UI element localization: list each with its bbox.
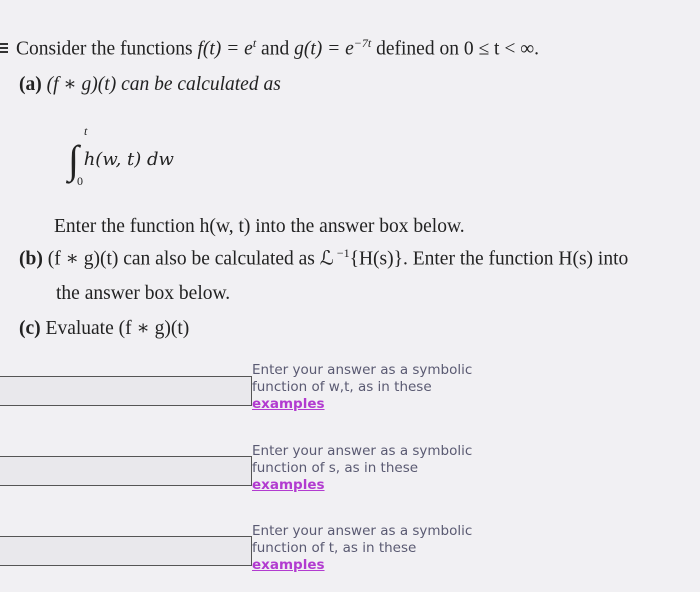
g-exponent: −7t	[353, 36, 372, 50]
part-a-text: (f ∗ g)(t) can be calculated as	[41, 74, 281, 95]
part-c-heading	[19, 316, 189, 340]
hint-line-2: function of w,t, as in these	[252, 379, 432, 395]
part-a-instruction: Enter the function h(w, t) into the answer box below.	[54, 216, 465, 237]
g-definition: g(t) = e	[294, 38, 354, 60]
integral-expression	[68, 124, 174, 188]
problem-statement	[16, 36, 539, 61]
hint-line-1: Enter your answer as a symbolic	[252, 443, 473, 459]
integral-sign: ∫	[68, 137, 79, 182]
bullet-icon	[0, 43, 8, 55]
answer-hint-b	[252, 443, 472, 494]
part-a-heading	[19, 72, 281, 96]
part-b-heading	[19, 246, 628, 271]
part-b-label: (b)	[19, 248, 43, 270]
integrand: h(w, t) dw	[83, 149, 174, 170]
f-exponent: t	[252, 36, 257, 50]
part-b-text: (f ∗ g)(t) can also be calculated as ℒ	[42, 248, 334, 270]
integral-upper-limit: t	[84, 124, 88, 138]
part-b-text2: {H(s)}. Enter the function H(s) into	[349, 248, 629, 270]
answer-input-c[interactable]	[0, 536, 252, 566]
statement-and: and	[256, 38, 295, 60]
integral-lower-limit: 0	[77, 174, 83, 188]
part-b-line2: the answer box below.	[56, 283, 231, 304]
answer-input-a[interactable]	[0, 376, 252, 406]
hint-line-1: Enter your answer as a symbolic	[252, 523, 473, 539]
examples-link[interactable]: examples	[252, 557, 325, 573]
examples-link[interactable]: examples	[252, 396, 325, 412]
f-definition: f(t) = e	[197, 38, 253, 60]
hint-line-2: function of s, as in these	[252, 460, 419, 476]
part-c-label: (c)	[19, 318, 41, 339]
hint-line-1: Enter your answer as a symbolic	[252, 362, 473, 378]
statement-domain: defined on 0 ≤ t < ∞.	[371, 38, 539, 60]
part-b-inverse: −1	[333, 246, 350, 260]
part-c-text: Evaluate (f ∗ g)(t)	[40, 318, 190, 339]
hint-line-2: function of t, as in these	[252, 540, 417, 556]
answer-input-b[interactable]	[0, 456, 252, 486]
statement-prefix: Consider the functions	[16, 38, 198, 60]
examples-link[interactable]: examples	[252, 477, 325, 493]
part-a-label: (a)	[19, 74, 42, 95]
answer-hint-c	[252, 523, 472, 574]
answer-hint-a	[252, 362, 472, 413]
